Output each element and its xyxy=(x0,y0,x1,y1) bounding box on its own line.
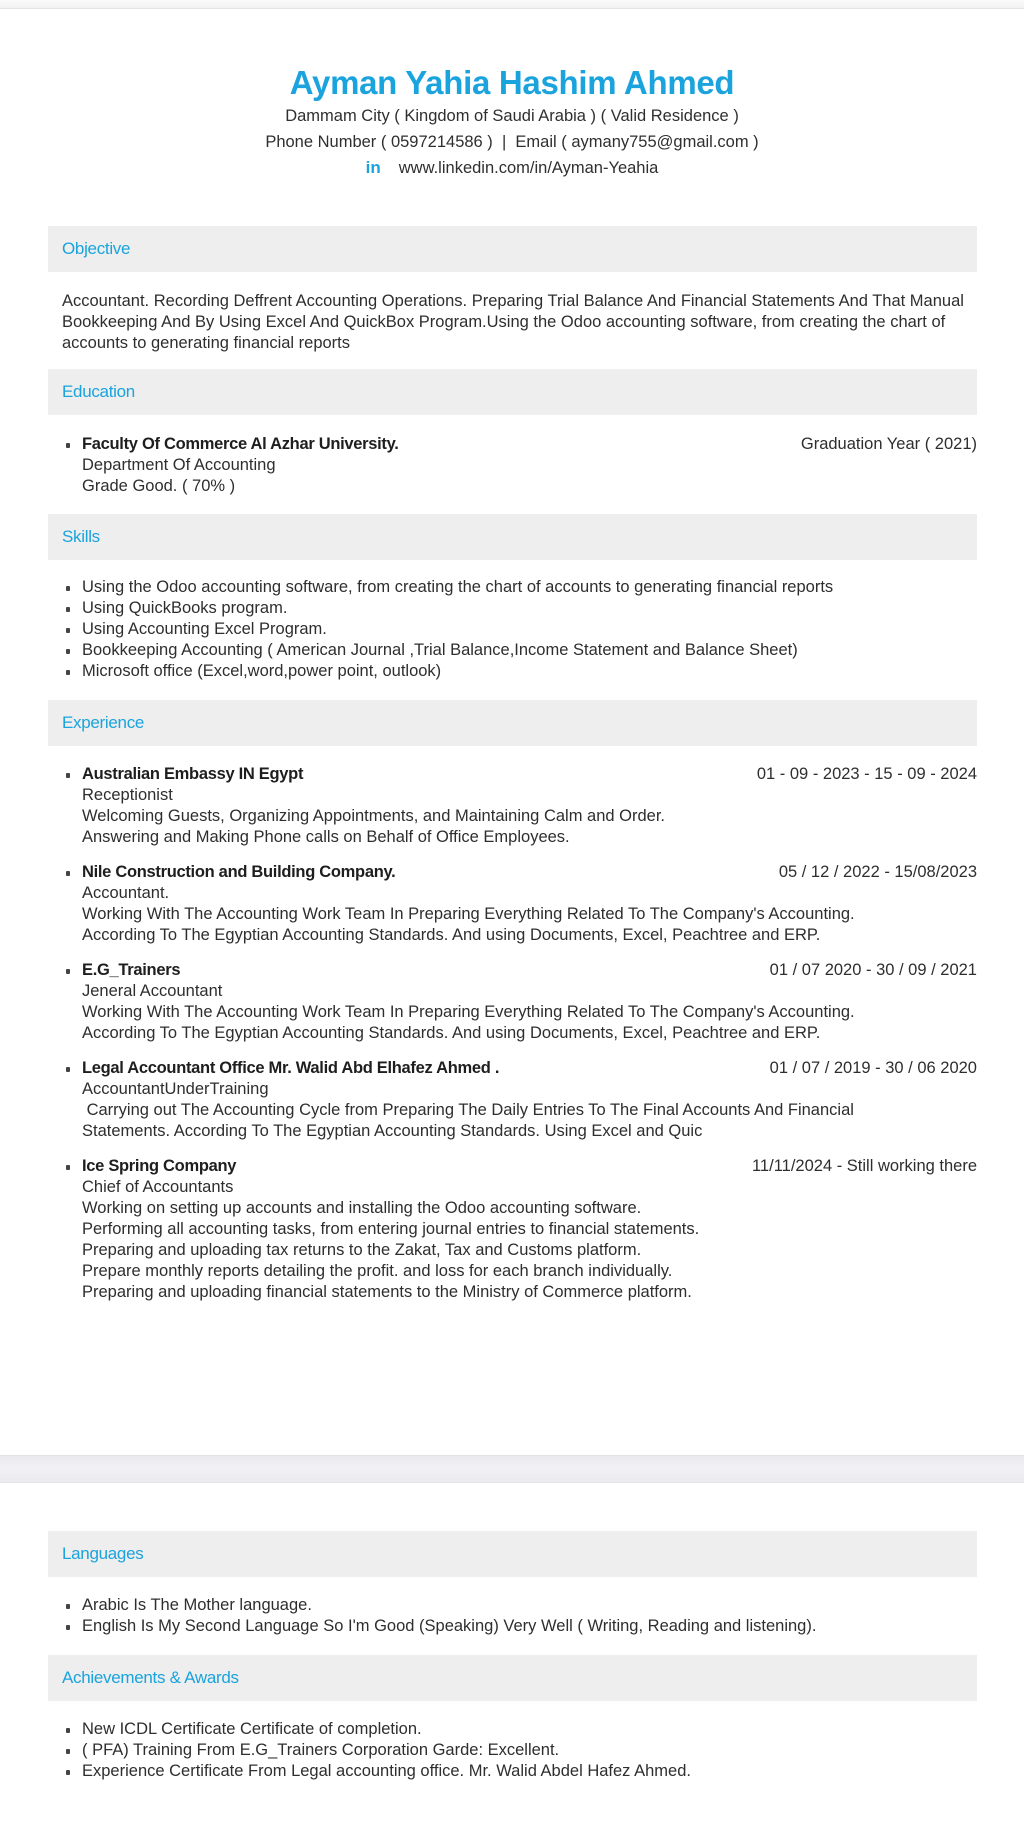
education-body xyxy=(62,434,977,511)
job-duty: Working With The Accounting Work Team In Preparing Everything Related To The Company's Accounting. xyxy=(82,905,855,923)
job-duty: According To The Egyptian Accounting Standards. And using Documents, Excel, Peachtree and ERP. xyxy=(82,926,821,944)
experience-entry xyxy=(62,1058,977,1142)
job-role: AccountantUnderTraining xyxy=(82,1080,269,1098)
education-title: Education xyxy=(62,382,135,401)
experience-entry xyxy=(62,764,977,848)
language-item: English Is My Second Language So I'm Good (Speaking) Very Well ( Writing, Reading and listening). xyxy=(62,1616,977,1637)
employment-dates: 01 - 09 - 2023 - 15 - 09 - 2024 xyxy=(756,765,977,783)
resume-page-2 xyxy=(0,1483,1024,1842)
skills-title: Skills xyxy=(62,527,100,546)
skill-item: Using Accounting Excel Program. xyxy=(62,619,977,640)
job-role: Jeneral Accountant xyxy=(82,982,223,1000)
linkedin-row xyxy=(0,155,1024,181)
skills-section-header xyxy=(48,514,977,560)
language-item: Arabic Is The Mother language. xyxy=(62,1595,977,1616)
objective-title: Objective xyxy=(62,239,131,258)
experience-title: Experience xyxy=(62,713,145,732)
awards-body xyxy=(62,1719,977,1782)
institution-name: Faculty Of Commerce Al Azhar University. xyxy=(82,435,399,453)
languages-section-header xyxy=(48,1531,977,1577)
skill-item: Using the Odoo accounting software, from creating the chart of accounts to generating financial reports xyxy=(62,577,977,598)
education-section-header xyxy=(48,369,977,415)
employment-dates: 11/11/2024 - Still working there xyxy=(751,1157,977,1175)
languages-body xyxy=(62,1595,977,1637)
award-item: New ICDL Certificate Certificate of completion. xyxy=(62,1719,977,1740)
job-duty: Preparing and uploading financial statements to the Ministry of Commerce platform. xyxy=(82,1283,692,1301)
objective-text: Accountant. Recording Deffrent Accounting Operations. Preparing Trial Balance And Financial Statements And That Manual Bookkeeping And By Using Excel And QuickBox Program.Using the Odoo accounting software, from creating the chart of accounts to generating financial reports xyxy=(62,292,964,352)
contact-text: Phone Number ( 0597214586 ) | Email ( aymany755@gmail.com ) xyxy=(265,133,759,151)
experience-entry xyxy=(62,862,977,946)
job-duty: Carrying out The Accounting Cycle from Preparing The Daily Entries To The Final Accounts And Financial xyxy=(82,1101,854,1119)
skills-list xyxy=(62,577,977,682)
company-name: Nile Construction and Building Company. xyxy=(82,863,396,881)
education-entry xyxy=(62,434,977,497)
experience-entry xyxy=(62,1156,977,1303)
candidate-name: Ayman Yahia Hashim Ahmed xyxy=(289,64,735,101)
job-duty: Working on setting up accounts and installing the Odoo accounting software. xyxy=(82,1199,642,1217)
job-duty: Prepare monthly reports detailing the profit. and loss for each branch individually. xyxy=(82,1262,673,1280)
skills-body xyxy=(62,577,977,682)
job-duty: Statements. According To The Egyptian Accounting Standards. Using Excel and Quic xyxy=(82,1122,703,1140)
awards-title: Achievements & Awards xyxy=(62,1668,239,1687)
skill-item: Microsoft office (Excel,word,power point, outlook) xyxy=(62,661,977,682)
job-role: Chief of Accountants xyxy=(82,1178,234,1196)
job-role: Accountant. xyxy=(82,884,170,902)
skill-item: Using QuickBooks program. xyxy=(62,598,977,619)
awards-section-header xyxy=(48,1655,977,1701)
job-duty: Performing all accounting tasks, from entering journal entries to financial statements. xyxy=(82,1220,700,1238)
languages-list xyxy=(62,1595,977,1637)
objective-body xyxy=(62,291,967,354)
location-text: Dammam City ( Kingdom of Saudi Arabia ) ( Valid Residence ) xyxy=(285,107,739,125)
awards-list xyxy=(62,1719,977,1782)
resume-header xyxy=(0,10,1024,181)
experience-section-header xyxy=(48,700,977,746)
objective-section-header xyxy=(48,226,977,272)
award-item: Experience Certificate From Legal accounting office. Mr. Walid Abdel Hafez Ahmed. xyxy=(62,1761,977,1782)
graduation-date: Graduation Year ( 2021) xyxy=(800,435,977,453)
job-duty: Welcoming Guests, Organizing Appointments, and Maintaining Calm and Order. xyxy=(82,807,665,825)
education-detail: Department Of Accounting xyxy=(82,456,276,474)
company-name: Ice Spring Company xyxy=(82,1157,237,1175)
page-separator xyxy=(0,1455,1024,1483)
company-name: Legal Accountant Office Mr. Walid Abd Elhafez Ahmed . xyxy=(82,1059,500,1077)
linkedin-link[interactable]: www.linkedin.com/in/Ayman-Yeahia xyxy=(398,159,659,177)
job-duty: Preparing and uploading tax returns to the Zakat, Tax and Customs platform. xyxy=(82,1241,642,1259)
job-duty: Working With The Accounting Work Team In Preparing Everything Related To The Company's Accounting. xyxy=(82,1003,855,1021)
job-duty: Answering and Making Phone calls on Behalf of Office Employees. xyxy=(82,828,570,846)
linkedin-icon: in xyxy=(365,158,381,177)
company-name: Australian Embassy IN Egypt xyxy=(82,765,304,783)
company-name: E.G_Trainers xyxy=(82,961,181,979)
award-item: ( PFA) Training From E.G_Trainers Corporation Garde: Excellent. xyxy=(62,1740,977,1761)
skill-item: Bookkeeping Accounting ( American Journal ,Trial Balance,Income Statement and Balance Sheet) xyxy=(62,640,977,661)
viewer-top-edge xyxy=(0,0,1024,9)
employment-dates: 05 / 12 / 2022 - 15/08/2023 xyxy=(778,863,977,881)
job-duty: According To The Egyptian Accounting Standards. And using Documents, Excel, Peachtree and ERP. xyxy=(82,1024,821,1042)
experience-body xyxy=(62,764,977,1317)
employment-dates: 01 / 07 / 2019 - 30 / 06 2020 xyxy=(769,1059,977,1077)
languages-title: Languages xyxy=(62,1544,144,1563)
education-detail: Grade Good. ( 70% ) xyxy=(82,477,236,495)
employment-dates: 01 / 07 2020 - 30 / 09 / 2021 xyxy=(769,961,977,979)
experience-entry xyxy=(62,960,977,1044)
job-role: Receptionist xyxy=(82,786,173,804)
resume-page-1 xyxy=(0,10,1024,1455)
